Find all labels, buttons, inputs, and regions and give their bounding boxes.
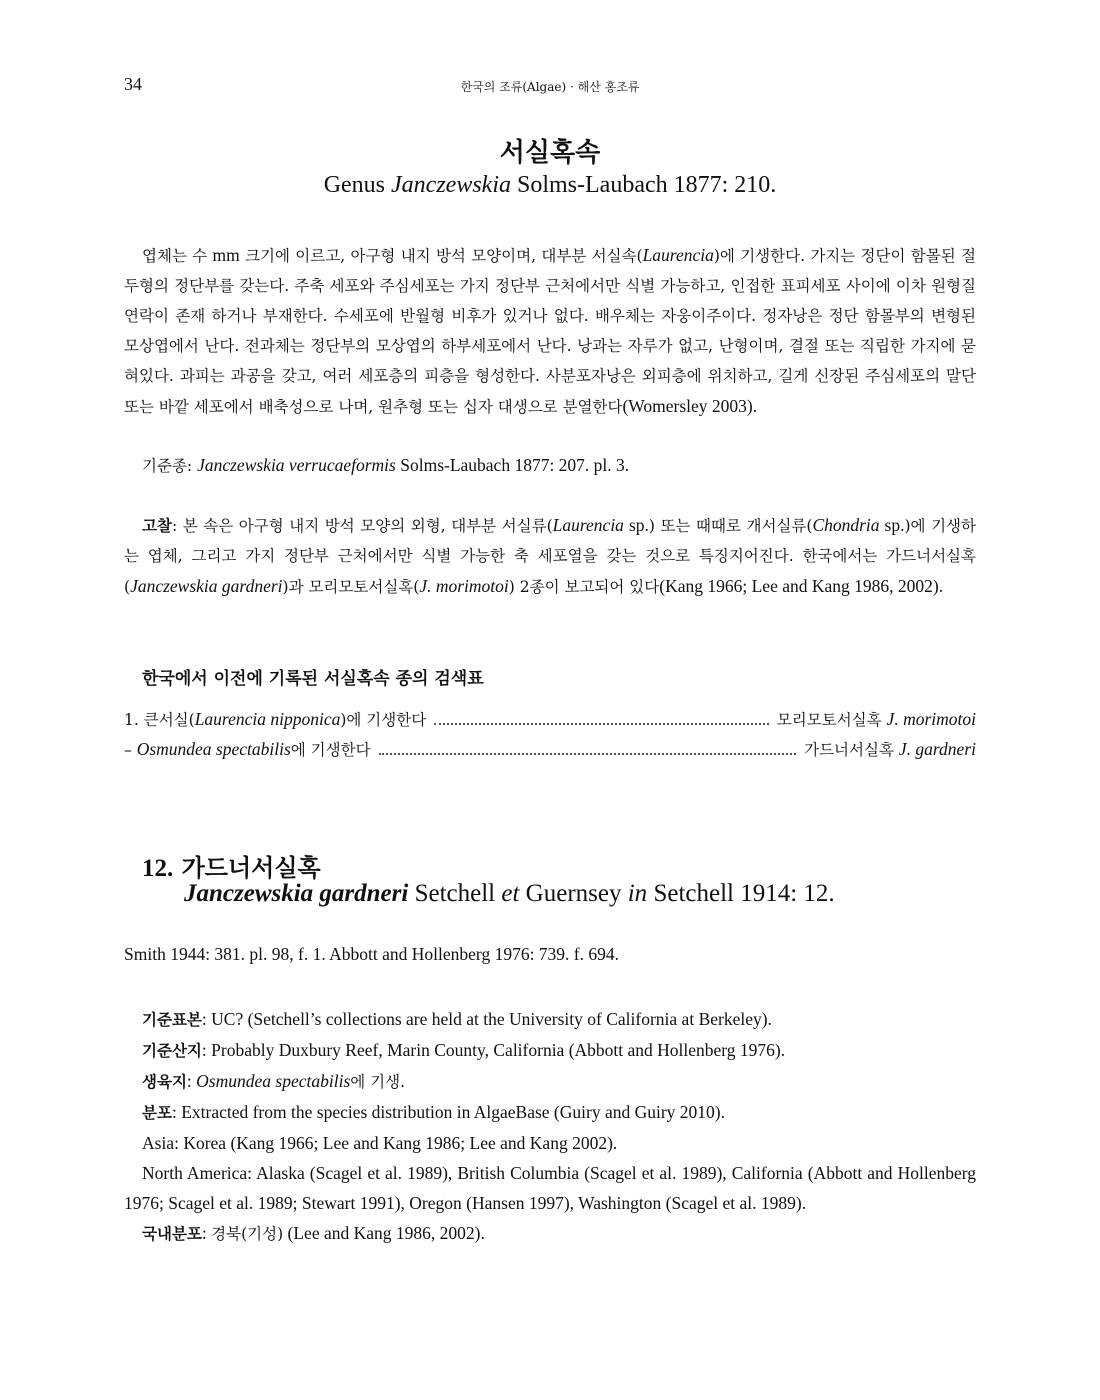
domestic-distribution-label: 국내분포: [142, 1224, 202, 1243]
key-text: 에 기생한다: [290, 741, 371, 759]
distribution-value: : Extracted from the species distribution in AlgaeBase (Guiry and Guiry 2010).: [171, 1102, 726, 1122]
genus-name: Janczewskia: [391, 172, 511, 198]
species-authority-et: et: [501, 880, 520, 907]
species-references: Smith 1944: 381. pl. 98, f. 1. Abbott and Hollenberg 1976: 739. f. 694.: [124, 944, 620, 964]
remarks-label: 고찰: [142, 516, 172, 535]
habitat-host: Osmundea spectabilis: [196, 1071, 351, 1091]
remarks-paragraph: [124, 510, 976, 602]
key-lead: [124, 708, 426, 730]
distribution-asia: Asia: Korea (Kang 1966; Lee and Kang 1986; Lee and Kang 2002).: [142, 1133, 618, 1153]
remarks-taxon: Janczewskia gardneri: [130, 576, 283, 596]
remarks-taxon: Chondria: [812, 515, 880, 535]
domestic-location: 경북(기성): [211, 1225, 284, 1243]
remarks-taxon: J. morimotoi: [419, 576, 509, 596]
species-scientific-name: Janczewskia gardneri: [184, 880, 409, 907]
key-result: [804, 738, 976, 760]
key-taxon: Laurencia nipponica: [194, 709, 341, 729]
species-authority: Setchell 1914: 12.: [647, 880, 835, 907]
species-scientific-title: [184, 880, 835, 908]
key-text: –: [124, 741, 137, 759]
species-korean-name: 가드너서실혹: [181, 853, 321, 882]
type-species-line: [124, 450, 976, 481]
type-species-label: 기준종:: [142, 457, 198, 475]
domestic-colon: :: [201, 1223, 212, 1243]
remarks-text: : 본 속은 아구형 내지 방석 모양의 외형, 대부분 서실류(: [171, 517, 553, 535]
distribution-label: 분포: [142, 1103, 172, 1122]
desc-citation: (Womersley 2003).: [622, 396, 758, 416]
type-species-name: Janczewskia verrucaeformis: [197, 455, 396, 475]
type-specimen-value: : UC? (Setchell’s collections are held at the University of California at Berkeley).: [201, 1009, 772, 1029]
desc-text: )에 기생한다. 가지는 정단이 함몰된 절두형의 정단부를 갖는다. 주축 세포와 주심세포는 가지 정단부 근처에서만 식별 가능하고, 인접한 표피세포 사이에 이차 원형질 연락이 존재 하거나 부재한다. 수세포에 반월형 비후가 있거나 없다. 배우체는 자웅이주이다. 정자낭은 정단 함몰부의 변형된 모상엽에서 난다. 전과체는 정단부의 모상엽의 하부세포에서 난다. 낭과는 자루가 없고, 난형이며, 결절 또는 직립한 가지에 묻혀있다. 과피는 과공을 갖고, 여러 세포층의 피층을 형성한다. 사분포자낭은 외피층에 위치하고, 길게 신장된 주심세포의 말단 또는 바깥 세포에서 배축성으로 나며, 원추형 또는 십자 대생으로 분열한다: [124, 247, 976, 416]
species-authority-in: in: [627, 880, 648, 907]
genus-korean-title: 서실혹속: [499, 138, 601, 168]
dot-leader: [434, 723, 769, 725]
desc-text: 엽체는 수: [142, 247, 213, 265]
key-lead: [124, 738, 371, 760]
type-specimen-line: [124, 1004, 976, 1035]
distribution-line: [124, 1097, 976, 1128]
key-result-name: 가드너서실혹: [804, 741, 899, 759]
genus-prefix: Genus: [323, 172, 392, 198]
key-result-name: 모리모토서실혹: [776, 711, 887, 729]
page-number: 34: [124, 74, 142, 94]
remarks-taxon: Laurencia: [552, 515, 624, 535]
key-result-taxon: J. gardneri: [898, 739, 976, 759]
remarks-citation: (Kang 1966; Lee and Kang 1986, 2002).: [659, 576, 944, 596]
species-number: 12.: [142, 855, 174, 882]
key-taxon: Osmundea spectabilis: [136, 739, 291, 759]
remarks-text: ) 2종이 보고되어 있다: [508, 578, 660, 596]
key-text: )에 기생한다: [340, 711, 427, 729]
desc-text: 크기에 이르고, 아구형 내지 방석 모양이며, 대부분 서실속(: [239, 247, 643, 265]
genus-description: [124, 240, 976, 422]
species-authority: Setchell: [408, 880, 502, 907]
remarks-text: )에 기생하는 엽체, 그리고 가지 정단부 근처에서만 식별 가능한 축 세포열을 갖는 것으로 특징지어진다. 한국에서는 가드너서실혹(: [124, 517, 977, 596]
type-species-authority: Solms-Laubach 1877: 207. pl. 3.: [395, 455, 630, 475]
species-details: [124, 1004, 976, 1249]
remarks-text: )과 모리모토서실혹(: [282, 578, 420, 596]
habitat-line: [124, 1066, 976, 1097]
remarks-text-en: sp.: [879, 515, 905, 535]
type-locality-line: [124, 1035, 976, 1066]
distribution-north-america: North America: Alaska (Scagel et al. 1989), British Columbia (Scagel et al. 1989), California (Abbott and Hollenberg 1976; Scagel et al. 1989; Stewart 1991), Oregon (Hansen 1997), Washington (Scagel et al. 1989).: [124, 1163, 976, 1213]
dot-leader: [379, 753, 797, 755]
species-korean-title: [142, 848, 321, 883]
desc-unit: mm: [212, 245, 240, 265]
key-result-taxon: J. morimotoi: [886, 709, 976, 729]
type-locality-value: : Probably Duxbury Reef, Marin County, California (Abbott and Hollenberg 1976).: [201, 1040, 786, 1060]
key-text: 1. 큰서실(: [124, 711, 195, 729]
habitat-suffix: 에 기생.: [350, 1073, 406, 1091]
habitat-colon: :: [186, 1071, 197, 1091]
type-locality-label: 기준산지: [142, 1041, 202, 1060]
species-authority: Guernsey: [519, 880, 628, 907]
genus-authority: Solms-Laubach 1877: 210.: [510, 172, 777, 198]
desc-taxon: Laurencia: [642, 245, 714, 265]
key-line-1: [124, 708, 976, 730]
running-header: 한국의 조류(Algae) · 해산 홍조류: [460, 80, 640, 94]
key-line-2: [124, 738, 976, 760]
remarks-text: ) 또는 때때로 개서실류(: [648, 517, 813, 535]
key-result: [777, 708, 976, 730]
genus-scientific-title: [0, 172, 1100, 199]
type-specimen-label: 기준표본: [142, 1010, 202, 1029]
domestic-citation: (Lee and Kang 1986, 2002).: [283, 1223, 485, 1243]
domestic-distribution-line: [124, 1218, 976, 1249]
key-heading: 한국에서 이전에 기록된 서실혹속 종의 검색표: [142, 669, 484, 689]
remarks-text-en: sp.: [623, 515, 649, 535]
habitat-label: 생육지: [142, 1072, 187, 1091]
